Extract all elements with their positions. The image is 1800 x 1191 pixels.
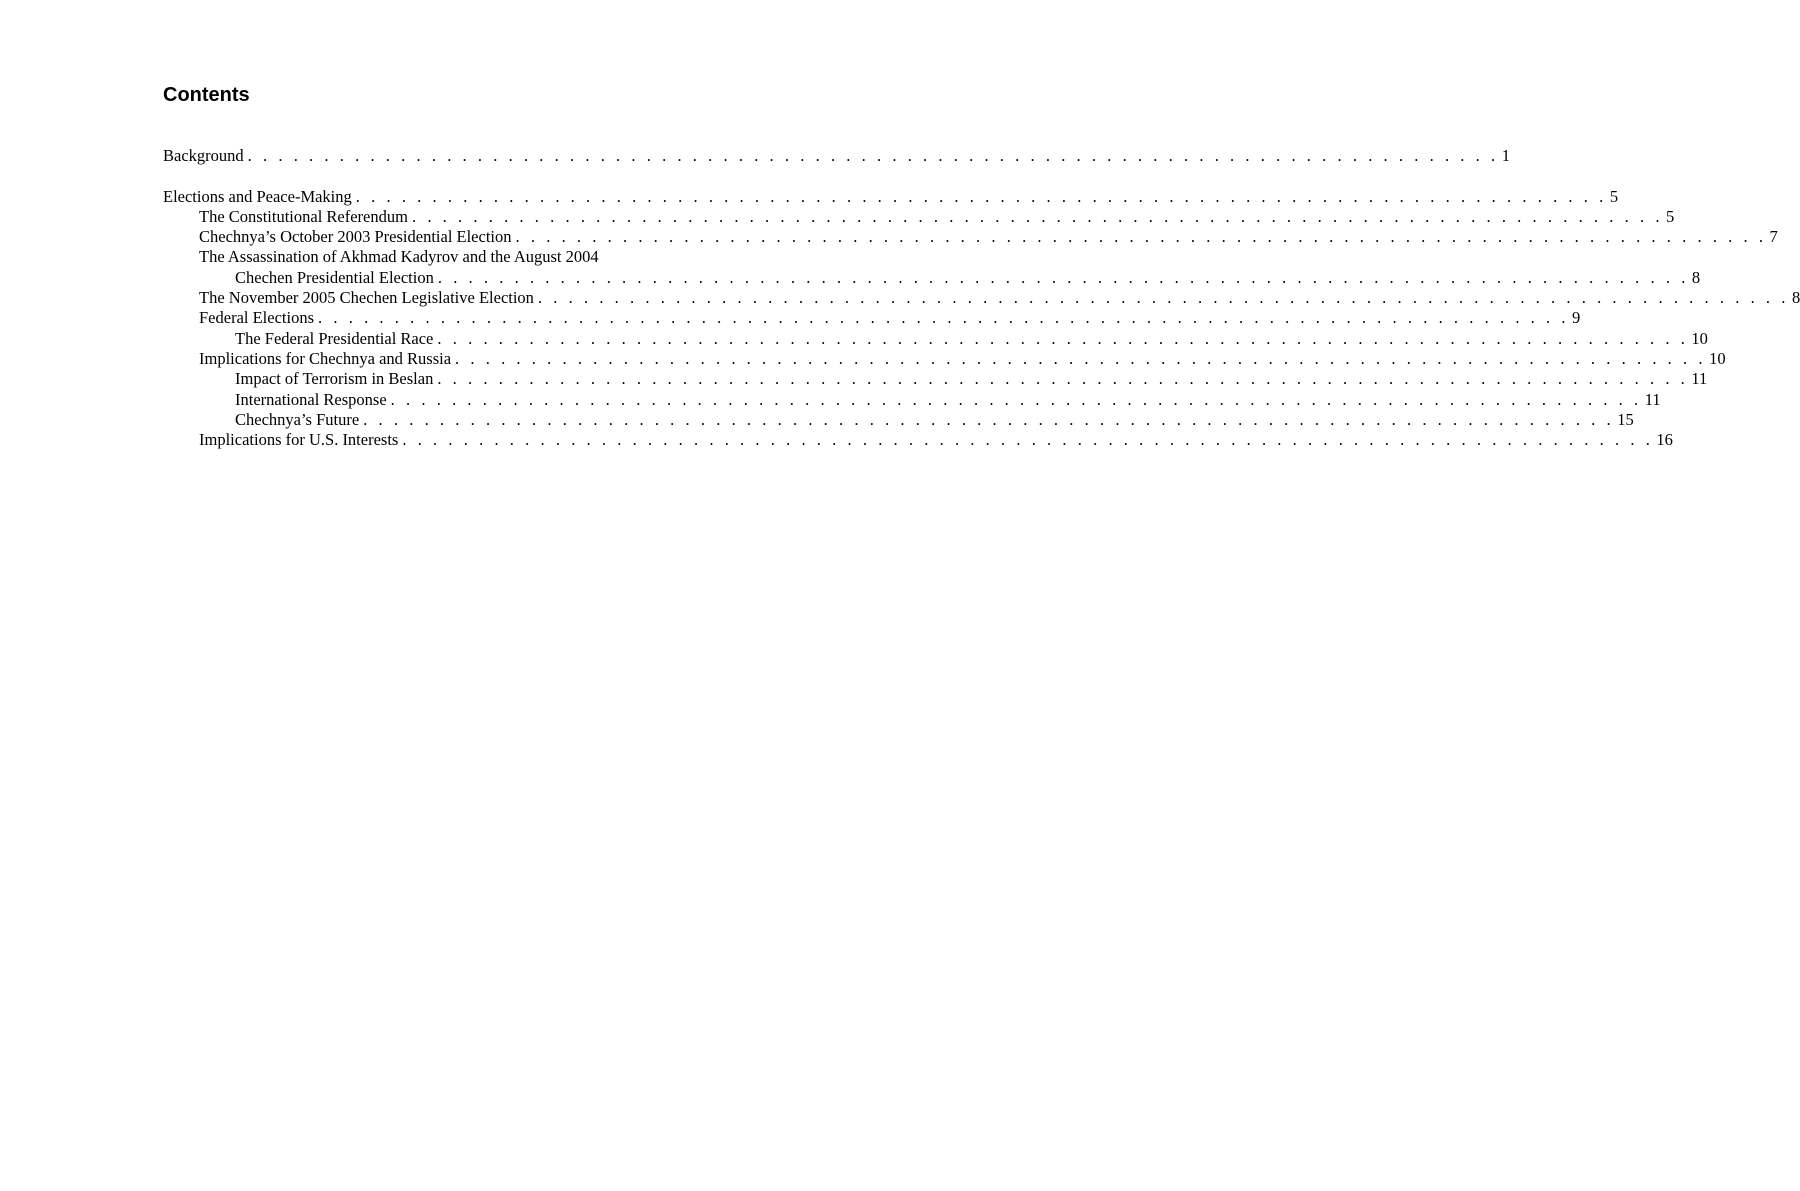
toc-entry-title: Federal Elections (199, 308, 318, 328)
toc-leader-dots: . . . . . . . . . . . . . . . . . . . . . . . . . . . . . . . . . . . . . . . . . . . . . . . . . . . . . . . . . . . . . . . . . . . . . . . . . . . . . . . . . . (437, 328, 1689, 348)
toc-entry-page: 9 (1572, 308, 1581, 328)
toc-leader-dots: . . . . . . . . . . . . . . . . . . . . . . . . . . . . . . . . . . . . . . . . . . . . . . . . . . . . . . . . . . . . . . . . . . . . . . . . . . . . . . . . . . (515, 227, 1767, 247)
toc-entry[interactable] (163, 186, 1619, 207)
toc-entry-title: Implications for U.S. Interests (199, 430, 402, 450)
toc-entry[interactable] (163, 146, 1510, 166)
toc-leader-dots: . . . . . . . . . . . . . . . . . . . . . . . . . . . . . . . . . . . . . . . . . . . . . . . . . . . . . . . . . . . . . . . . . . . . . . . . . . . . . . . . . . (411, 206, 1663, 226)
toc-leader-dots: . . . . . . . . . . . . . . . . . . . . . . . . . . . . . . . . . . . . . . . . . . . . . . . . . . . . . . . . . . . . . . . . . . . . . . . . . . . . . . . . . . (537, 288, 1789, 308)
toc-entry-title: Impact of Terrorism in Beslan (235, 369, 437, 389)
toc-entry-page: 7 (1769, 227, 1778, 247)
toc-leader-dots: . . . . . . . . . . . . . . . . . . . . . . . . . . . . . . . . . . . . . . . . . . . . . . . . . . . . . . . . . . . . . . . . . . . . . . . . . . . . . . . . . . (247, 146, 1499, 165)
toc-entry[interactable] (163, 206, 1675, 227)
toc-entry-title: The Assassination of Akhmad Kadyrov and the August 2004 (199, 247, 599, 267)
toc-entry-page: 8 (1791, 288, 1800, 308)
toc-entry[interactable] (163, 308, 1581, 328)
toc-entry-title: Chechnya’s Future (235, 410, 363, 430)
table-of-contents (163, 146, 1800, 450)
toc-entry-first-line[interactable] (163, 247, 758, 267)
toc-entry-title-continuation: Chechen Presidential Election (235, 268, 438, 288)
toc-entry-title: The Constitutional Referendum (199, 207, 412, 227)
toc-entry-page: 5 (1666, 206, 1675, 226)
toc-entry-page: 11 (1644, 389, 1661, 409)
toc-entry[interactable] (163, 389, 1661, 410)
toc-entry-page: 16 (1656, 430, 1673, 450)
toc-leader-dots: . . . . . . . . . . . . . . . . . . . . . . . . . . . . . . . . . . . . . . . . . . . . . . . . . . . . . . . . . . . . . . . . . . . . . . . . . . . . . . . . . . (318, 308, 1570, 328)
toc-entry-title: Elections and Peace-Making (163, 187, 356, 207)
toc-entry[interactable] (163, 430, 1673, 450)
toc-leader-dots: . . . . . . . . . . . . . . . . . . . . . . . . . . . . . . . . . . . . . . . . . . . . . . . . . . . . . . . . . . . . . . . . . . . . . . . . . . . . . . . . . . (355, 186, 1607, 206)
toc-entry-page: 10 (1709, 348, 1726, 368)
toc-entry-title: Background (163, 146, 248, 166)
toc-entry[interactable] (163, 409, 1634, 430)
toc-entry-continuation[interactable] (163, 267, 1701, 288)
toc-entry[interactable] (163, 227, 1778, 247)
toc-entry-title: Chechnya’s October 2003 Presidential Election (199, 227, 516, 247)
toc-leader-dots: . . . . . . . . . . . . . . . . . . . . . . . . . . . . . . . . . . . . . . . . . . . . . . . . . . . . . . . . . . . . . . . . . . . . . . . . . . . . . . . . . . (402, 430, 1654, 450)
toc-entry[interactable] (163, 348, 1726, 369)
toc-leader-dots: . . . . . . . . . . . . . . . . . . . . . . . . . . . . . . . . . . . . . . . . . . . . . . . . . . . . . . . . . . . . . . . . . . . . . . . . . . . . . . . . . . (437, 369, 1689, 389)
toc-entry-page: 5 (1609, 186, 1619, 206)
toc-entry[interactable] (163, 369, 1708, 389)
toc-entry-page: 8 (1691, 267, 1701, 287)
toc-entry-page: 10 (1691, 328, 1708, 348)
toc-leader-dots: . . . . . . . . . . . . . . . . . . . . . . . . . . . . . . . . . . . . . . . . . . . . . . . . . . . . . . . . . . . . . . . . . . . . . . . . . . . . . . . . . . (363, 409, 1615, 429)
toc-entry[interactable] (163, 328, 1708, 349)
toc-entry-page: 1 (1501, 146, 1510, 165)
contents-heading: Contents (163, 84, 250, 106)
toc-entry[interactable] (163, 288, 1800, 308)
toc-leader-dots: . . . . . . . . . . . . . . . . . . . . . . . . . . . . . . . . . . . . . . . . . . . . . . . . . . . . . . . . . . . . . . . . . . . . . . . . . . . . . . . . . . (437, 267, 1689, 287)
toc-entry-title: The Federal Presidential Race (235, 329, 437, 349)
toc-entry-page: 11 (1691, 369, 1708, 389)
toc-leader-dots: . . . . . . . . . . . . . . . . . . . . . . . . . . . . . . . . . . . . . . . . . . . . . . . . . . . . . . . . . . . . . . . . . . . . . . . . . . . . . . . . . . (390, 389, 1642, 409)
toc-entry-page: 15 (1617, 409, 1634, 429)
toc-entry-title: Implications for Chechnya and Russia (199, 349, 455, 369)
toc-entry-title: International Response (235, 390, 391, 410)
toc-entry-title: The November 2005 Chechen Legislative Election (199, 288, 538, 308)
toc-leader-dots: . . . . . . . . . . . . . . . . . . . . . . . . . . . . . . . . . . . . . . . . . . . . . . . . . . . . . . . . . . . . . . . . . . . . . . . . . . . . . . . . . . (455, 348, 1707, 368)
